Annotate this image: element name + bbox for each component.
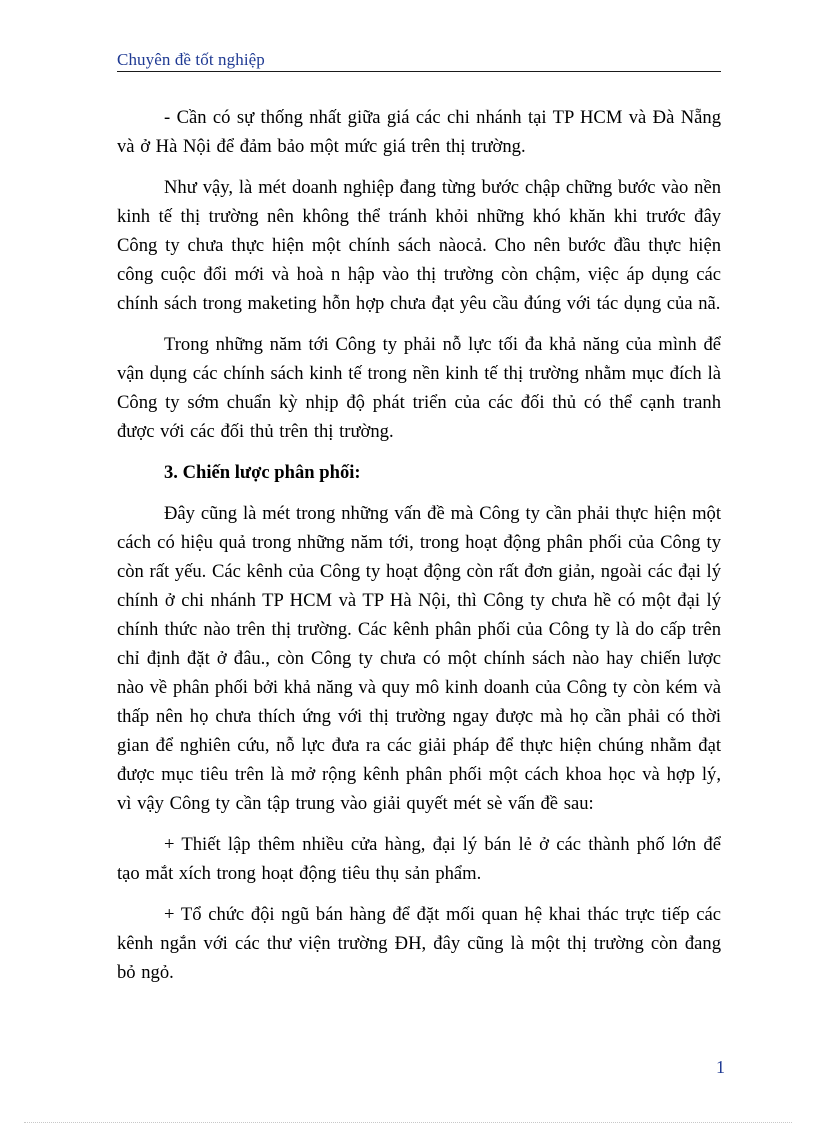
document-body (117, 103, 721, 999)
paragraph-sales-team: + Tổ chức đội ngũ bán hàng để đặt mối quan hệ khai thác trực tiếp các kênh ngắn với các thư viện trường ĐH, đây cũng là một thị trường còn đang bỏ ngỏ. (117, 904, 721, 983)
paragraph-stores: + Thiết lập thêm nhiều cửa hàng, đại lý bán lẻ ở các thành phố lớn để tạo mắt xích trong hoạt động tiêu thụ sản phẩm. (117, 834, 721, 884)
paragraph-future-efforts: Trong những năm tới Công ty phải nỗ lực tối đa khả năng của mình để vận dụng các chính sách kinh tế trong nền kinh tế thị trường nhằm mục đích là Công ty sớm chuẩn kỳ nhịp độ phát triển của các đối thủ có thể cạnh tranh được với các đối thủ trên thị trường. (117, 334, 721, 442)
header-title: Chuyên đề tốt nghiệp (117, 50, 265, 69)
page-header (117, 48, 721, 72)
page-number: 1 (716, 1057, 725, 1077)
paragraph-price-unification: - Cần có sự thống nhất giữa giá các chi nhánh tại TP HCM và Đà Nẵng và ở Hà Nội để đảm bảo một mức giá trên thị trường. (117, 107, 721, 157)
section-heading: 3. Chiến lược phân phối: (164, 462, 361, 483)
paragraph-distribution: Đây cũng là mét trong những vấn đề mà Công ty cần phải thực hiện một cách có hiệu quả trong những năm tới, trong hoạt động phân phối của Công ty còn rất yếu. Các kênh của Công ty hoạt động còn rất đơn giản, ngoài các đại lý chính ở chi nhánh TP HCM và TP Hà Nội, thì Công ty chưa hề có một đại lý chính thức nào trên thị trường. Các kênh phân phối của Công ty là do cấp trên chỉ định đặt ở đâu., còn Công ty chưa có một chính sách nào hay chiến lược nào về phân phối bởi khả năng và quy mô kinh doanh của Công ty còn kém và thấp nên họ chưa thích ứng với thị trường ngay được mà họ cần phải có thời gian để nghiên cứu, nỗ lực đưa ra các giải pháp để thực hiện chúng nhằm đạt được mục tiêu trên là mở rộng kênh phân phối một cách khoa học và hợp lý, vì vậy Công ty cần tập trung vào giải quyết mét sè vấn đề sau: (117, 503, 721, 814)
paragraph-market-transition: Như vậy, là mét doanh nghiệp đang từng bước chập chững bước vào nền kinh tế thị trường nên không thể tránh khỏi những khó khăn khi trước đây Công ty chưa thực hiện một chính sách nàocả. Cho nên bước đầu thực hiện công cuộc đổi mới và hoà n hập vào thị trường còn chậm, việc áp dụng các chính sách trong maketing hỗn hợp chưa đạt yêu cầu đúng với tác dụng của nã. (117, 177, 721, 314)
